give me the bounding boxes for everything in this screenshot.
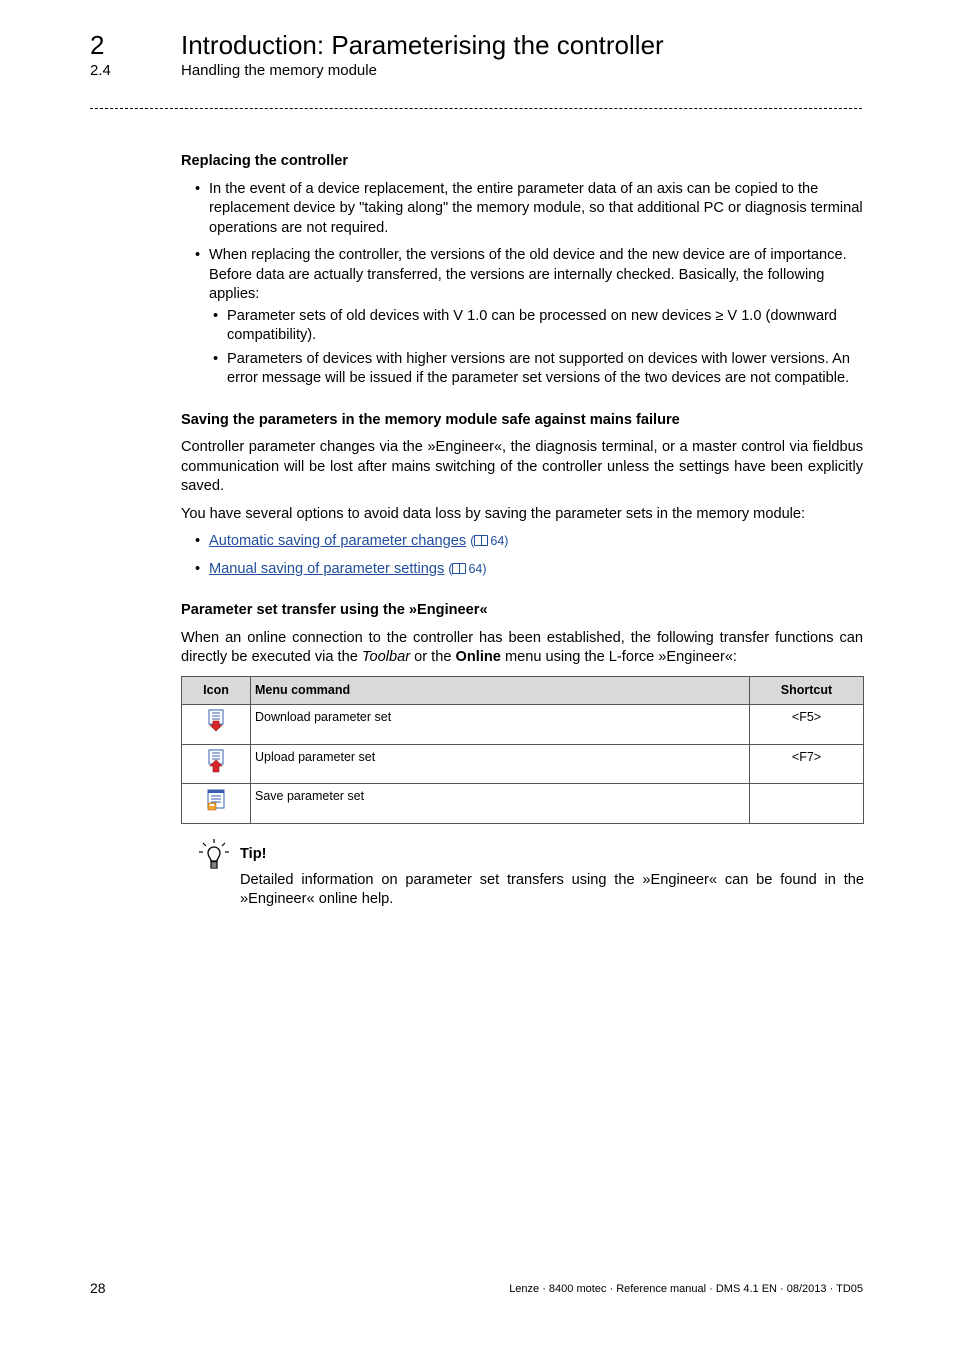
sub-bullet-text: Parameter sets of old devices with V 1.0 can be processed on new devices ≥ V 1.0 (downward compatibility). [227,307,837,343]
chapter-title: Introduction: Parameterising the controller [181,30,664,60]
list-item [181,246,863,389]
shortcut-cell: <F5> [750,705,864,745]
shortcut-cell: <F7> [750,744,864,784]
page-ref-number: 64 [468,561,483,576]
main-content [181,152,863,922]
column-header-command: Menu command [251,676,750,705]
download-parameter-icon [207,709,225,733]
bullet-text: When replacing the controller, the versions of the old device and the new device are of importance. Before data are actually transferred, the versions are internally checked. Basically, the following applies: [209,247,847,302]
tip-box [181,842,863,922]
icon-cell [182,705,251,745]
transfer-text: When an online connection to the controller has been established, the following transfer functions can directly be executed via the [181,629,863,665]
online-term: Online [455,649,501,665]
icon-cell [182,784,251,824]
saving-heading: Saving the parameters in the memory module safe against mains failure [181,411,680,428]
toolbar-term: Toolbar [361,649,411,665]
upload-parameter-icon [207,749,225,773]
transfer-text: menu using the L-force »Engineer«: [500,649,737,665]
page-reference[interactable]: ( 64) [470,534,509,548]
transfer-commands-table [181,676,864,824]
table-row [182,784,864,824]
transfer-text: or the [410,649,456,665]
version-rules-list [209,307,863,389]
bullet-text: In the event of a device replacement, the entire parameter data of an axis can be copied to the replacement device by "taking along" the memory module, so that additional PC or diagnosis terminal operations are not required. [209,180,863,236]
tip-text: Detailed information on parameter set transfers using the »Engineer« can be found in the »Engineer« online help. [240,871,864,907]
list-item [209,350,863,389]
header-divider [90,108,862,109]
manual-saving-link[interactable]: Manual saving of parameter settings [209,560,445,577]
save-parameter-icon [206,788,226,812]
list-item [181,180,863,239]
list-item [209,307,863,346]
column-header-icon: Icon [182,676,251,705]
list-item [181,532,863,552]
page-number: 28 [90,1280,106,1296]
icon-cell [182,744,251,784]
transfer-heading: Parameter set transfer using the »Engineer« [181,602,488,618]
book-icon [474,535,488,546]
section-title: Handling the memory module [181,62,377,79]
command-cell: Upload parameter set [251,744,750,784]
replacing-heading: Replacing the controller [181,153,349,169]
saving-links-list [181,532,863,579]
table-row [182,705,864,745]
command-cell: Save parameter set [251,784,750,824]
saving-paragraph: Controller parameter changes via the »Engineer«, the diagnosis terminal, or a master control via fieldbus communication will be lost after mains switching of the controller unless the settings have been explicitly saved. [181,439,863,494]
list-item [181,560,863,580]
sub-bullet-text: Parameters of devices with higher versions are not supported on devices with lower versions. An error message will be issued if the parameter set versions of the two devices are not compatible. [227,350,850,386]
tip-label: Tip! [240,845,267,862]
table-row [182,744,864,784]
page-ref-number: 64 [490,534,505,548]
replacing-list [181,180,863,389]
transfer-paragraph [181,629,863,668]
column-header-shortcut: Shortcut [750,676,864,705]
footer-info: Lenze · 8400 motec · Reference manual · DMS 4.1 EN · 08/2013 · TD05 [509,1283,863,1295]
section-number: 2.4 [90,62,111,79]
command-cell: Download parameter set [251,705,750,745]
table-header-row [182,676,864,705]
shortcut-cell [750,784,864,824]
lightbulb-icon [197,838,231,872]
saving-options-paragraph: You have several options to avoid data loss by saving the parameter sets in the memory module: [181,505,806,522]
automatic-saving-link[interactable]: Automatic saving of parameter changes [209,533,467,549]
chapter-number: 2 [90,30,105,60]
page-reference[interactable]: ( 64) [448,561,487,576]
book-icon [452,563,466,574]
